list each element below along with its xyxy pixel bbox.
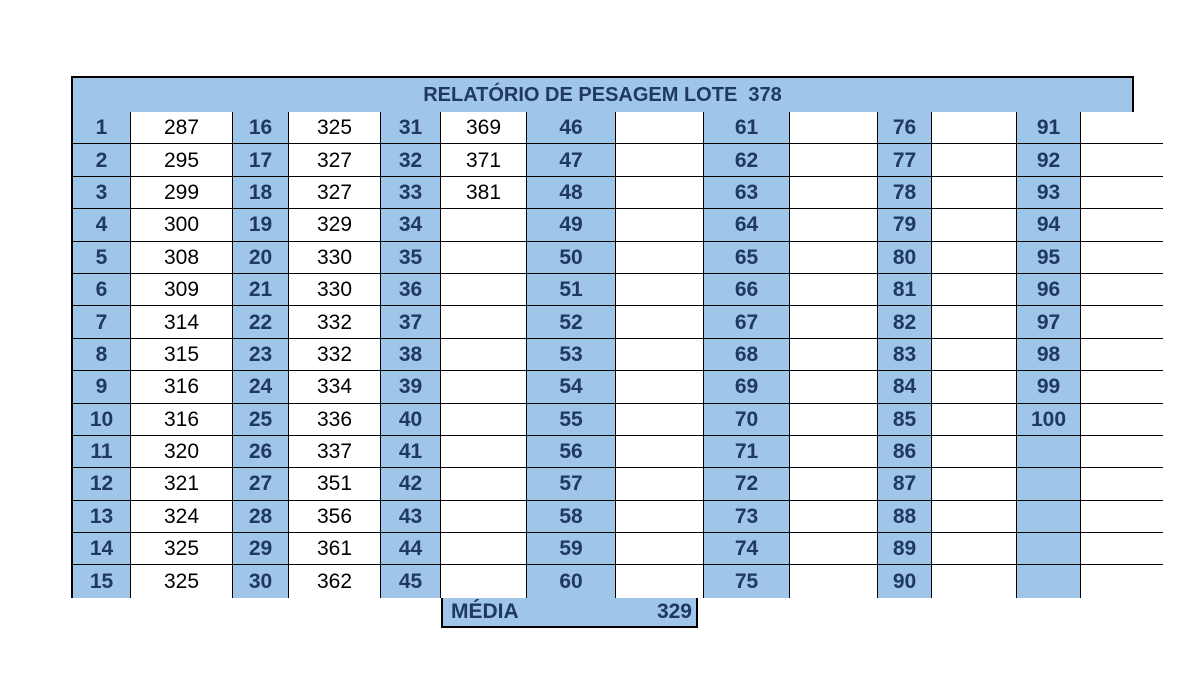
animal-number-cell: 66	[704, 274, 790, 306]
animal-number-cell: 51	[527, 274, 616, 306]
weight-cell: 327	[289, 144, 381, 176]
animal-number-cell: 25	[233, 404, 289, 436]
animal-number-cell: 19	[233, 209, 289, 241]
animal-number-cell: 88	[878, 501, 932, 533]
animal-number-cell: 63	[704, 177, 790, 209]
weight-cell: 371	[441, 144, 527, 176]
weight-cell	[932, 112, 1017, 144]
animal-number-cell: 96	[1017, 274, 1081, 306]
animal-number-cell: 56	[527, 436, 616, 468]
animal-number-cell: 48	[527, 177, 616, 209]
weights-grid	[73, 112, 1132, 596]
animal-number-cell: 33	[381, 177, 441, 209]
weight-cell	[932, 144, 1017, 176]
weight-cell	[441, 209, 527, 241]
weight-cell	[1081, 306, 1163, 338]
animal-number-cell: 31	[381, 112, 441, 144]
weight-cell	[790, 436, 878, 468]
animal-number-cell: 3	[73, 177, 131, 209]
animal-number-cell: 65	[704, 242, 790, 274]
animal-number-cell: 26	[233, 436, 289, 468]
animal-number-cell: 87	[878, 468, 932, 500]
animal-number-cell: 23	[233, 339, 289, 371]
animal-number-cell: 28	[233, 501, 289, 533]
weight-cell	[441, 274, 527, 306]
weight-cell	[1081, 144, 1163, 176]
animal-number-cell	[1017, 501, 1081, 533]
weight-cell	[616, 306, 704, 338]
weight-cell	[616, 436, 704, 468]
animal-number-cell: 1	[73, 112, 131, 144]
animal-number-cell: 17	[233, 144, 289, 176]
animal-number-cell: 92	[1017, 144, 1081, 176]
weight-cell	[616, 242, 704, 274]
animal-number-cell: 45	[381, 565, 441, 597]
weight-cell: 287	[131, 112, 233, 144]
animal-number-cell: 98	[1017, 339, 1081, 371]
animal-number-cell: 78	[878, 177, 932, 209]
weight-cell	[932, 339, 1017, 371]
animal-number-cell: 34	[381, 209, 441, 241]
weight-cell	[441, 339, 527, 371]
animal-number-cell: 91	[1017, 112, 1081, 144]
weight-cell: 381	[441, 177, 527, 209]
animal-number-cell: 72	[704, 468, 790, 500]
weight-cell: 320	[131, 436, 233, 468]
animal-number-cell: 97	[1017, 306, 1081, 338]
animal-number-cell: 52	[527, 306, 616, 338]
weight-cell: 325	[131, 565, 233, 597]
animal-number-cell: 74	[704, 533, 790, 565]
animal-number-cell: 67	[704, 306, 790, 338]
weight-cell: 362	[289, 565, 381, 597]
animal-number-cell: 83	[878, 339, 932, 371]
animal-number-cell: 77	[878, 144, 932, 176]
weight-cell	[1081, 112, 1163, 144]
weight-cell	[790, 177, 878, 209]
average-value: 329	[656, 600, 692, 623]
animal-number-cell: 43	[381, 501, 441, 533]
average-box	[441, 598, 698, 628]
weight-cell	[1081, 371, 1163, 403]
animal-number-cell: 61	[704, 112, 790, 144]
weighing-report-table	[71, 76, 1134, 598]
weight-cell	[441, 404, 527, 436]
animal-number-cell: 24	[233, 371, 289, 403]
weight-cell	[932, 306, 1017, 338]
animal-number-cell: 93	[1017, 177, 1081, 209]
weight-cell	[616, 177, 704, 209]
weight-cell	[441, 242, 527, 274]
weight-cell: 321	[131, 468, 233, 500]
animal-number-cell: 62	[704, 144, 790, 176]
weight-cell	[1081, 533, 1163, 565]
animal-number-cell: 54	[527, 371, 616, 403]
weight-cell	[441, 371, 527, 403]
weight-cell: 330	[289, 274, 381, 306]
animal-number-cell: 90	[878, 565, 932, 597]
weight-cell	[441, 533, 527, 565]
animal-number-cell: 41	[381, 436, 441, 468]
weight-cell: 324	[131, 501, 233, 533]
animal-number-cell: 50	[527, 242, 616, 274]
animal-number-cell: 38	[381, 339, 441, 371]
animal-number-cell: 46	[527, 112, 616, 144]
weight-cell	[616, 371, 704, 403]
weight-cell	[616, 339, 704, 371]
animal-number-cell: 100	[1017, 404, 1081, 436]
weight-cell	[932, 404, 1017, 436]
weight-cell	[616, 468, 704, 500]
weight-cell	[790, 242, 878, 274]
weight-cell	[1081, 404, 1163, 436]
animal-number-cell: 30	[233, 565, 289, 597]
weight-cell	[932, 501, 1017, 533]
animal-number-cell: 76	[878, 112, 932, 144]
animal-number-cell: 27	[233, 468, 289, 500]
weight-cell	[1081, 339, 1163, 371]
weight-cell: 309	[131, 274, 233, 306]
weight-cell	[790, 565, 878, 597]
animal-number-cell: 58	[527, 501, 616, 533]
weight-cell: 299	[131, 177, 233, 209]
weight-cell	[1081, 274, 1163, 306]
weight-cell: 325	[289, 112, 381, 144]
animal-number-cell: 10	[73, 404, 131, 436]
animal-number-cell: 36	[381, 274, 441, 306]
animal-number-cell: 44	[381, 533, 441, 565]
animal-number-cell: 85	[878, 404, 932, 436]
weight-cell: 314	[131, 306, 233, 338]
weight-cell	[790, 112, 878, 144]
animal-number-cell: 32	[381, 144, 441, 176]
weight-cell: 316	[131, 404, 233, 436]
animal-number-cell: 95	[1017, 242, 1081, 274]
weight-cell	[616, 112, 704, 144]
animal-number-cell: 14	[73, 533, 131, 565]
weight-cell: 332	[289, 306, 381, 338]
weight-cell	[790, 501, 878, 533]
report-title: RELATÓRIO DE PESAGEM LOTE 378	[73, 78, 1132, 114]
weight-cell	[790, 144, 878, 176]
animal-number-cell: 22	[233, 306, 289, 338]
weight-cell	[441, 468, 527, 500]
weight-cell	[441, 306, 527, 338]
weight-cell	[616, 144, 704, 176]
weight-cell	[932, 274, 1017, 306]
weight-cell: 316	[131, 371, 233, 403]
animal-number-cell: 69	[704, 371, 790, 403]
weight-cell	[790, 306, 878, 338]
animal-number-cell: 9	[73, 371, 131, 403]
weight-cell: 369	[441, 112, 527, 144]
weight-cell: 327	[289, 177, 381, 209]
animal-number-cell: 20	[233, 242, 289, 274]
weight-cell	[441, 501, 527, 533]
weight-cell	[1081, 565, 1163, 597]
weight-cell	[1081, 209, 1163, 241]
weight-cell	[1081, 177, 1163, 209]
weight-cell	[1081, 242, 1163, 274]
animal-number-cell: 42	[381, 468, 441, 500]
animal-number-cell: 59	[527, 533, 616, 565]
weight-cell: 334	[289, 371, 381, 403]
animal-number-cell: 5	[73, 242, 131, 274]
weight-cell: 329	[289, 209, 381, 241]
animal-number-cell: 35	[381, 242, 441, 274]
animal-number-cell	[1017, 565, 1081, 597]
animal-number-cell: 82	[878, 306, 932, 338]
animal-number-cell: 47	[527, 144, 616, 176]
weight-cell	[932, 242, 1017, 274]
animal-number-cell: 70	[704, 404, 790, 436]
animal-number-cell: 16	[233, 112, 289, 144]
animal-number-cell: 8	[73, 339, 131, 371]
animal-number-cell: 13	[73, 501, 131, 533]
weight-cell: 330	[289, 242, 381, 274]
weight-cell	[616, 209, 704, 241]
average-label: MÉDIA	[451, 600, 519, 623]
animal-number-cell: 86	[878, 436, 932, 468]
weight-cell	[616, 533, 704, 565]
weight-cell: 308	[131, 242, 233, 274]
weight-cell	[1081, 501, 1163, 533]
animal-number-cell: 6	[73, 274, 131, 306]
animal-number-cell: 55	[527, 404, 616, 436]
animal-number-cell: 21	[233, 274, 289, 306]
animal-number-cell: 99	[1017, 371, 1081, 403]
weight-cell	[790, 274, 878, 306]
animal-number-cell: 49	[527, 209, 616, 241]
animal-number-cell: 68	[704, 339, 790, 371]
animal-number-cell: 53	[527, 339, 616, 371]
weight-cell	[932, 565, 1017, 597]
animal-number-cell: 75	[704, 565, 790, 597]
weight-cell: 295	[131, 144, 233, 176]
weight-cell	[790, 533, 878, 565]
animal-number-cell: 89	[878, 533, 932, 565]
weight-cell	[932, 533, 1017, 565]
weight-cell: 315	[131, 339, 233, 371]
weight-cell	[932, 209, 1017, 241]
animal-number-cell: 7	[73, 306, 131, 338]
animal-number-cell: 2	[73, 144, 131, 176]
animal-number-cell: 4	[73, 209, 131, 241]
animal-number-cell: 40	[381, 404, 441, 436]
animal-number-cell: 71	[704, 436, 790, 468]
weight-cell	[441, 436, 527, 468]
animal-number-cell: 80	[878, 242, 932, 274]
weight-cell	[441, 565, 527, 597]
weight-cell	[790, 468, 878, 500]
weight-cell	[616, 565, 704, 597]
animal-number-cell: 15	[73, 565, 131, 597]
animal-number-cell: 60	[527, 565, 616, 597]
weight-cell: 356	[289, 501, 381, 533]
animal-number-cell	[1017, 533, 1081, 565]
weight-cell	[932, 468, 1017, 500]
animal-number-cell: 64	[704, 209, 790, 241]
weight-cell: 361	[289, 533, 381, 565]
animal-number-cell: 79	[878, 209, 932, 241]
animal-number-cell: 39	[381, 371, 441, 403]
animal-number-cell: 37	[381, 306, 441, 338]
animal-number-cell: 11	[73, 436, 131, 468]
animal-number-cell: 12	[73, 468, 131, 500]
animal-number-cell: 29	[233, 533, 289, 565]
weight-cell	[616, 501, 704, 533]
weight-cell	[1081, 468, 1163, 500]
animal-number-cell: 57	[527, 468, 616, 500]
weight-cell: 300	[131, 209, 233, 241]
weight-cell	[932, 177, 1017, 209]
weight-cell: 337	[289, 436, 381, 468]
weight-cell	[790, 339, 878, 371]
animal-number-cell: 81	[878, 274, 932, 306]
animal-number-cell	[1017, 436, 1081, 468]
weight-cell	[616, 404, 704, 436]
weight-cell	[932, 436, 1017, 468]
weight-cell	[616, 274, 704, 306]
weight-cell	[790, 371, 878, 403]
animal-number-cell: 84	[878, 371, 932, 403]
weight-cell: 332	[289, 339, 381, 371]
weight-cell: 325	[131, 533, 233, 565]
animal-number-cell: 73	[704, 501, 790, 533]
weight-cell	[790, 404, 878, 436]
weight-cell: 336	[289, 404, 381, 436]
weight-cell	[790, 209, 878, 241]
weight-cell	[932, 371, 1017, 403]
weight-cell: 351	[289, 468, 381, 500]
animal-number-cell: 18	[233, 177, 289, 209]
animal-number-cell	[1017, 468, 1081, 500]
weight-cell	[1081, 436, 1163, 468]
animal-number-cell: 94	[1017, 209, 1081, 241]
